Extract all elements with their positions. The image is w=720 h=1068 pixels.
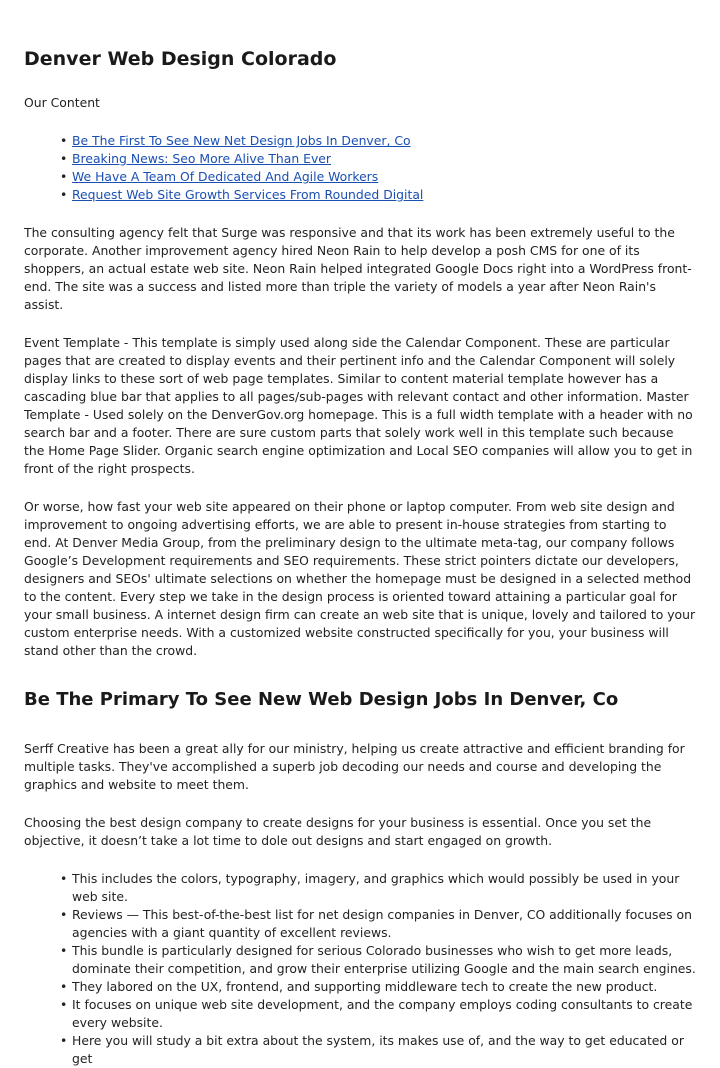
body-paragraph: Or worse, how fast your web site appeared on their phone or laptop computer. From web site design and improvement to ongoing advertising efforts, we are able to present in-house strategies from starting to end. At Denver Media Group, from the preliminary design to the ultimate meta-tag, our company follows Google’s Development requirements and SEO requirements. These strict pointers dictate our developers, designers and SEOs' ultimate selections on whether the homepage must be designed in a selected method to the content. Every step we take in the design process is oriented toward attaining a particular goal for your small business. A internet design firm can create an web site that is unique, lovely and tailored to your custom enterprise needs. With a customized website constructed specifically for you, your business will stand other than the crowd. [24, 499, 696, 658]
toc-item [72, 186, 696, 204]
body-paragraph: Event Template - This template is simply used along side the Calendar Component. These are particular pages that are created to display events and their pertinent info and the Calendar Component will solely display links to these sort of web page templates. Similar to content material template however has a cascading blue bar that applies to all pages/sub-pages with relevant contact and other information. Master Template - Used solely on the DenverGov.org homepage. This is a full width template with a header with no search bar and a footer. There are sure custom parts that solely work well in this template such because the Home Page Slider. Organic search engine optimization and Local SEO companies will allow you to get in front of the right prospects. [24, 335, 693, 476]
list-item: • Here you will study a bit extra about the system, its makes use of, and the way to get educated or get [72, 1032, 696, 1068]
list-item: • They labored on the UX, frontend, and supporting middleware tech to create the new product. [72, 978, 696, 996]
toc-item [72, 132, 696, 150]
body-paragraph: Choosing the best design company to create designs for your business is essential. Once you set the objective, it doesn’t take a lot time to dole out designs and start engaged on growth. [24, 815, 652, 848]
list-item: • Reviews — This best-of-the-best list for net design companies in Denver, CO additionally focuses on agencies with a giant quantity of excellent reviews. [72, 906, 696, 942]
toc-link-2[interactable]: Breaking News: Seo More Alive Than Ever [72, 151, 332, 166]
list-item: • This includes the colors, typography, imagery, and graphics which would possibly be used in your web site. [72, 870, 696, 906]
page-title: Denver Web Design Colorado [24, 48, 337, 70]
section-heading: Be The Primary To See New Web Design Jobs In Denver, Co [24, 689, 619, 710]
toc-label: Our Content [24, 95, 100, 110]
body-paragraph: The consulting agency felt that Surge was responsive and that its work has been extremely useful to the corporate. Another improvement agency hired Neon Rain to help develop a posh CMS for one of its shoppers, an actual estate web site. Neon Rain helped integrated Google Docs right into a WordPress front-end. The site was a success and listed more than triple the variety of models a year after Neon Rain's assist. [24, 225, 692, 312]
list-item: • This bundle is particularly designed for serious Colorado businesses who wish to get more leads, dominate their competition, and grow their enterprise utilizing Google and the main search engines. [72, 942, 696, 978]
toc-link-1[interactable]: Be The First To See New Net Design Jobs In Denver, Co [72, 133, 411, 148]
list-item: • It focuses on unique web site development, and the company employs coding consultants to create every website. [72, 996, 696, 1032]
toc-item [72, 150, 696, 168]
bullet-list [24, 870, 696, 1068]
table-of-contents [24, 132, 696, 204]
toc-link-4[interactable]: Request Web Site Growth Services From Rounded Digital [72, 187, 424, 202]
toc-link-3[interactable]: We Have A Team Of Dedicated And Agile Workers [72, 169, 379, 184]
toc-item [72, 168, 696, 186]
body-paragraph: Serff Creative has been a great ally for our ministry, helping us create attractive and efficient branding for multiple tasks. They've accomplished a superb job decoding our needs and course and developing the graphics and website to meet them. [24, 741, 685, 792]
